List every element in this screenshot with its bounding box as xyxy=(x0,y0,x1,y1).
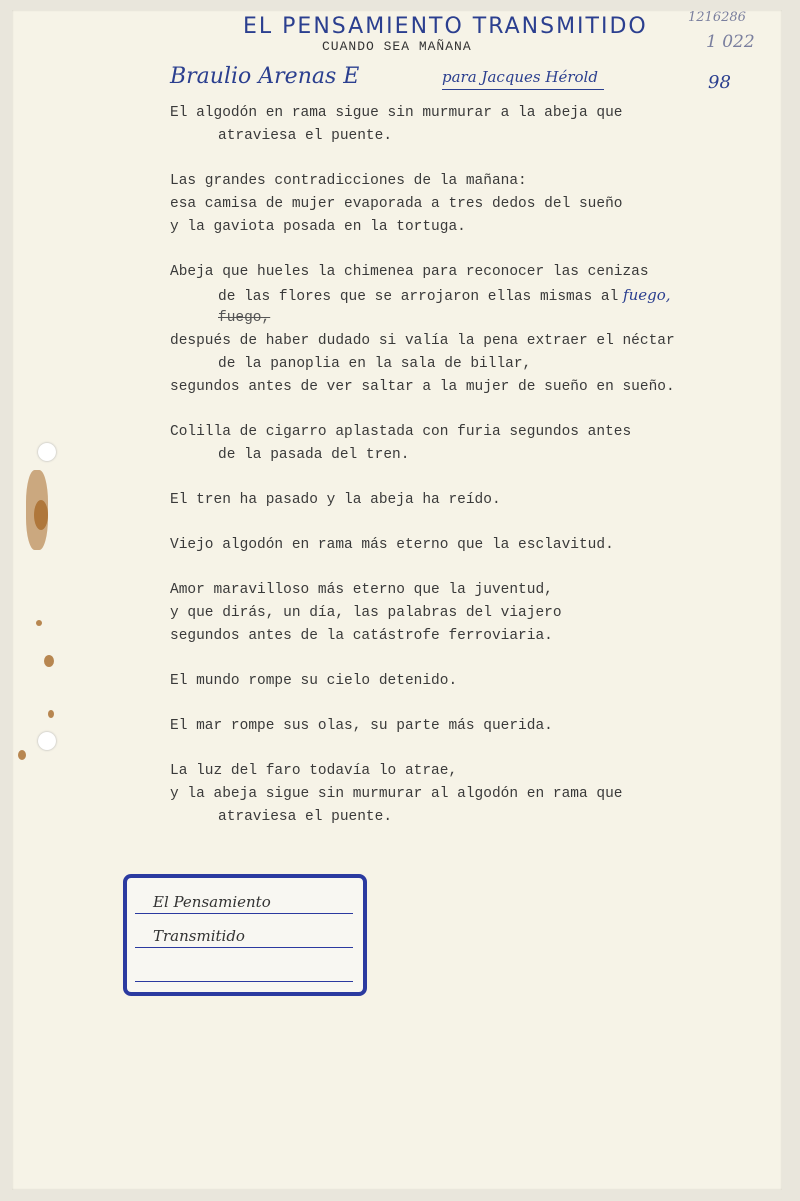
poem-line-text: después de haber dudado si valía la pena extraer el néctar xyxy=(170,333,675,349)
poem-line xyxy=(170,216,750,239)
poem-line xyxy=(170,760,750,783)
stanza-gap xyxy=(170,399,750,421)
struck-word: fuego, xyxy=(218,310,271,326)
poem-line-text: atraviesa el puente. xyxy=(218,809,393,825)
poem-line-text: de la panoplia en la sala de billar, xyxy=(218,356,532,372)
handwritten-title: EL PENSAMIENTO TRANSMITIDO xyxy=(243,14,648,39)
poem-line-text: y la gaviota posada en la tortuga. xyxy=(170,219,466,235)
poem-line-text: Amor maravilloso más eterno que la juventud, xyxy=(170,582,553,598)
poem-line-text: de la pasada del tren. xyxy=(218,447,410,463)
poem-line-text: y que dirás, un día, las palabras del viajero xyxy=(170,605,562,621)
stanza-gap xyxy=(170,467,750,489)
poem-line xyxy=(170,625,750,648)
folio-number: 1 022 xyxy=(706,32,755,52)
stanza-gap xyxy=(170,738,750,760)
poem-line xyxy=(170,330,750,353)
poem-line-text: El tren ha pasado y la abeja ha reído. xyxy=(170,492,501,508)
stanza-gap xyxy=(170,557,750,579)
poem-line-text: Abeja que hueles la chimenea para reconocer las cenizas xyxy=(170,264,649,280)
poem-line xyxy=(170,579,750,602)
poem-line-text: Las grandes contradicciones de la mañana: xyxy=(170,173,527,189)
poem-line-text: Viejo algodón en rama más eterno que la esclavitud. xyxy=(170,537,614,553)
punch-hole-top xyxy=(38,443,56,461)
poem-line xyxy=(170,376,750,399)
catalog-label-card xyxy=(123,874,367,996)
stanza-gap xyxy=(170,693,750,715)
author-signature: Braulio Arenas E xyxy=(170,64,360,89)
poem-line-text: y la abeja sigue sin murmurar al algodón en rama que xyxy=(170,786,623,802)
stanza-gap xyxy=(170,239,750,261)
label-line-3 xyxy=(135,960,353,982)
handwritten-correction: fuego, xyxy=(618,286,671,304)
poem-line xyxy=(170,715,750,738)
poem-line xyxy=(170,102,750,125)
poem-line-text: segundos antes de la catástrofe ferroviaria. xyxy=(170,628,553,644)
poem-line-text: La luz del faro todavía lo atrae, xyxy=(170,763,458,779)
poem-line-text: El mundo rompe su cielo detenido. xyxy=(170,673,458,689)
label-line-1: El Pensamiento xyxy=(135,892,353,914)
punch-hole-bottom xyxy=(38,732,56,750)
poem-line-text: segundos antes de ver saltar a la mujer de sueño en sueño. xyxy=(170,379,675,395)
poem-line xyxy=(170,170,750,193)
poem-line xyxy=(170,444,750,467)
poem-line xyxy=(170,307,750,330)
poem-line-text: esa camisa de mujer evaporada a tres dedos del sueño xyxy=(170,196,623,212)
poem-line xyxy=(170,806,750,829)
poem-line xyxy=(170,670,750,693)
page-number: 98 xyxy=(708,72,731,93)
poem-line-text: El algodón en rama sigue sin murmurar a la abeja que xyxy=(170,105,623,121)
poem-line xyxy=(170,284,750,307)
poem-line-text: Colilla de cigarro aplastada con furia segundos antes xyxy=(170,424,632,440)
dedication: para Jacques Hérold xyxy=(442,68,598,86)
poem-line xyxy=(170,193,750,216)
poem-line-text: El mar rompe sus olas, su parte más querida. xyxy=(170,718,553,734)
poem-line xyxy=(170,489,750,512)
poem-line-text: atraviesa el puente. xyxy=(218,128,393,144)
poem-line xyxy=(170,353,750,376)
stanza-gap xyxy=(170,648,750,670)
poem-line xyxy=(170,261,750,284)
archive-number: 1216286 xyxy=(688,10,746,25)
poem-line xyxy=(170,534,750,557)
stanza-gap xyxy=(170,148,750,170)
stanza-gap xyxy=(170,512,750,534)
poem-line xyxy=(170,602,750,625)
poem-line xyxy=(170,421,750,444)
poem-line-text: de las flores que se arrojaron ellas mismas al xyxy=(218,289,619,305)
typed-subtitle: CUANDO SEA MAÑANA xyxy=(322,39,472,54)
poem-body xyxy=(170,102,750,829)
label-line-2: Transmitido xyxy=(135,926,353,948)
poem-line xyxy=(170,125,750,148)
poem-line xyxy=(170,783,750,806)
